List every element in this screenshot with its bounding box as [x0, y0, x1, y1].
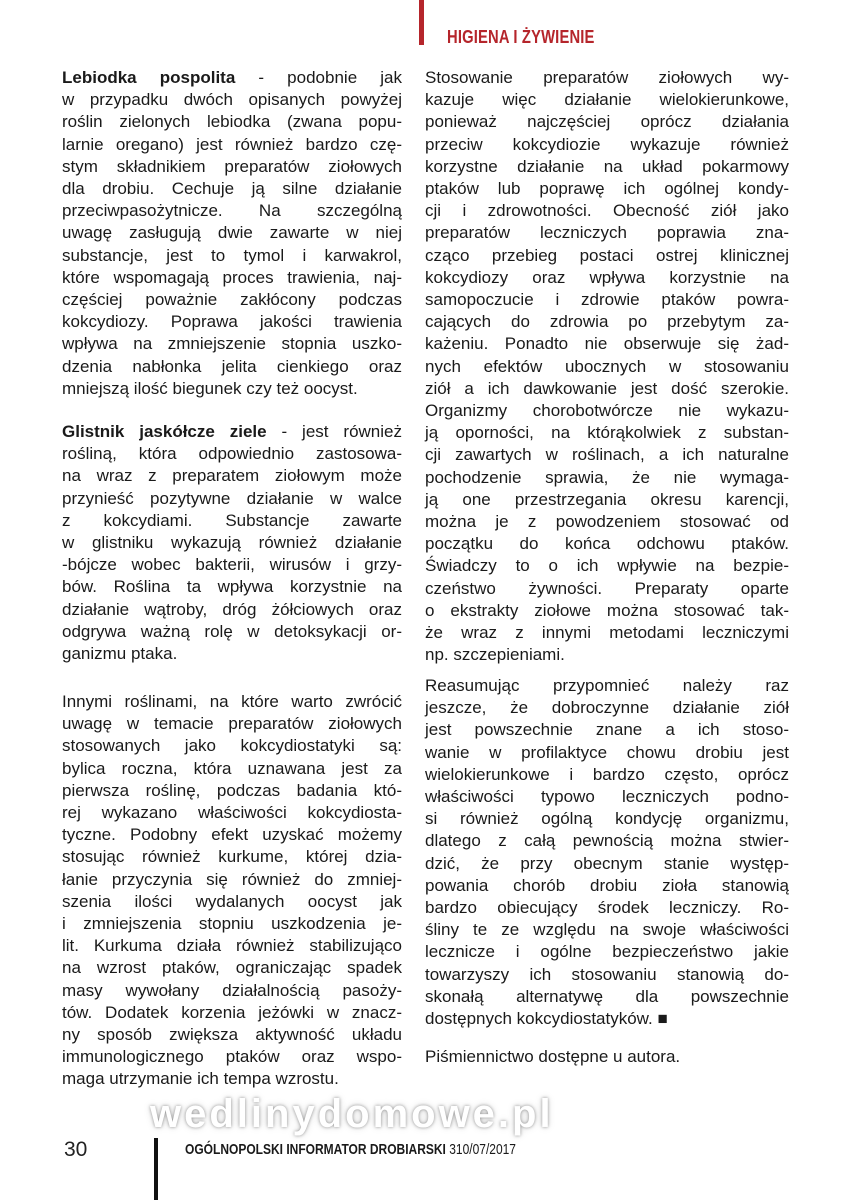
text-line-rest: - podobnie jak	[235, 68, 402, 87]
paragraph-other-plants	[62, 691, 402, 1091]
watermark: wedlinydomowe.pl	[150, 1092, 554, 1136]
text-line: dlatego z całą pewnością można stwier-	[425, 831, 789, 851]
text-line: rej wykazano właściwości kokcydiosta-	[62, 803, 402, 823]
text-line: łanie przyczynia się również do zmniej-	[62, 869, 402, 889]
text-line: uwagę zasługują dwie zawarte w niej	[62, 223, 402, 243]
text-line: powania chorób drobiu zioła stanowią	[425, 875, 789, 895]
text-line: skonałą alternatywę dla powszechnie	[425, 986, 789, 1006]
text-line: ją one przestrzegania okresu karencji,	[425, 489, 789, 509]
text-line: lit. Kurkuma działa również stabilizująco	[62, 936, 402, 956]
paragraph-glistnik	[62, 421, 402, 665]
text-line: w glistniku wykazują również działanie	[62, 533, 402, 553]
paragraph-references	[425, 1046, 789, 1068]
text-line: cji zawartych w roślinach, a ich naturalne	[425, 445, 789, 465]
page-number: 30	[64, 1138, 88, 1161]
text-line: Stosowanie preparatów ziołowych wy-	[425, 68, 789, 87]
text-line: na wzrost ptaków, ograniczając spadek	[62, 958, 402, 978]
text-line: samopoczucie i zdrowie ptaków powra-	[425, 290, 789, 310]
text-line: jeszcze, że dobroczynne działanie ziół	[425, 698, 789, 718]
text-line: bylica roczna, która uznawana jest za	[62, 758, 402, 778]
text-line: substancje, jest to tymol i karwakrol,	[62, 245, 402, 265]
text-line: towarzyszy ich stosowaniu stanowią do-	[425, 964, 789, 984]
text-line: wpływa na zmniejszenie stopnia uszko-	[62, 334, 402, 354]
text-line: rośliną, która odpowiednio zastosowa-	[62, 444, 402, 464]
text-line: częściej poważnie zakłócony podczas	[62, 290, 402, 310]
text-line: działanie wątroby, dróg żółciowych oraz	[62, 599, 402, 619]
text-line: dzić, że przy obecnym stanie występ-	[425, 853, 789, 873]
text-line: Reasumując przypomnieć należy raz	[425, 676, 789, 695]
text-line	[62, 421, 402, 443]
text-line: bów. Roślina ta wpływa korzystnie na	[62, 577, 402, 597]
text-line: każeniu. Ponadto nie obserwuje się żad-	[425, 334, 789, 354]
text-line: ziół a ich dawkowanie jest dość szerokie.	[425, 378, 789, 398]
text-line: kokcydiozy. Poprawa jakości trawienia	[62, 312, 402, 332]
text-line: odgrywa ważną rolę w detoksykacji or-	[62, 621, 402, 641]
text-line: mniejszą ilość biegunek czy też oocyst.	[62, 378, 358, 398]
text-line: z kokcydiami. Substancje zawarte	[62, 510, 402, 530]
text-line: np. szczepieniami.	[425, 645, 565, 665]
text-line: dzenia nabłonka jelita cienkiego oraz	[62, 356, 402, 376]
text-line: śliny te ze względu na swoje właściwości	[425, 920, 789, 940]
publication-name: OGÓLNOPOLSKI INFORMATOR DROBIARSKI	[185, 1141, 446, 1158]
text-line: roślin zielonych lebiodka (zwana popu-	[62, 112, 402, 132]
text-line: korzystne działanie na układ pokarmowy	[425, 156, 789, 176]
text-line: przynieść pozytywne działanie w walce	[62, 488, 402, 508]
text-line: masy wywołany działalnością pasoży-	[62, 980, 402, 1000]
text-line: maga utrzymanie ich tempa wzrostu.	[62, 1069, 339, 1089]
text-line: pochodzenie sprawia, że nie wymaga-	[425, 467, 789, 487]
text-line: ganizmu ptaka.	[62, 644, 178, 664]
text-line: Świadczy to o ich wpływie na bezpie-	[425, 556, 789, 576]
paragraph-lead: Glistnik jaskółcze ziele	[62, 422, 267, 441]
text-line: Organizmy chorobotwórcze nie wykazu-	[425, 401, 789, 421]
text-line: przeciw kokcydiozie wykazuje również	[425, 134, 789, 154]
text-line: cających do zdrowia po przebytym za-	[425, 312, 789, 332]
header-accent-bar	[419, 0, 424, 45]
text-line: tów. Dodatek korzenia jeżówki w znacz-	[62, 1002, 402, 1022]
text-line: o ekstrakty ziołowe można stosować tak-	[425, 600, 789, 620]
paragraph-lebiodka	[62, 67, 402, 400]
text-line: ny sposób zwiększa aktywność układu	[62, 1025, 402, 1045]
text-line: -bójcze wobec bakterii, wirusów i grzy-	[62, 555, 402, 575]
text-line: nych efektów ubocznych w stosowaniu	[425, 356, 789, 376]
text-line: ją oporności, na którąkolwiek z substan-	[425, 423, 789, 443]
text-line: szenia ilości wydalanych oocyst jak	[62, 891, 402, 911]
text-line: dostępnych kokcydiostatyków. ■	[425, 1009, 668, 1029]
text-line: larnie oregano) jest również bardzo czę-	[62, 134, 402, 154]
text-line: początku do końca odchowu ptaków.	[425, 534, 789, 554]
text-line: Innymi roślinami, na które warto zwrócić	[62, 692, 402, 711]
footer-divider	[154, 1138, 158, 1200]
text-line: si również ogólną kondycję organizmu,	[425, 809, 789, 829]
text-line: pierwsza roślinę, podczas badania któ-	[62, 780, 402, 800]
text-line: Piśmiennictwo dostępne u autora.	[425, 1047, 681, 1066]
text-line: w przypadku dwóch opisanych powyżej	[62, 90, 402, 110]
text-line: stym składnikiem preparatów ziołowych	[62, 156, 402, 176]
text-line: cji i zdrowotności. Obecność ziół jako	[425, 201, 789, 221]
text-line: wielokierunkowe i bardzo często, oprócz	[425, 764, 789, 784]
text-line: i zmniejszenia stopniu uszkodzenia je-	[62, 914, 402, 934]
text-line: czeństwo żywności. Preparaty oparte	[425, 578, 789, 598]
text-line: stosując również kurkume, której dzia-	[62, 847, 402, 867]
issue-number: 310/07/2017	[449, 1141, 516, 1158]
text-line: na wraz z preparatem ziołowym może	[62, 466, 402, 486]
text-line: przeciwpasożytnicze. Na szczególną	[62, 201, 402, 221]
text-line: cząco przebieg postaci ostrej klinicznej	[425, 245, 789, 265]
text-line: wanie w profilaktyce chowu drobiu jest	[425, 742, 789, 762]
text-line-rest: - jest również	[266, 422, 402, 441]
section-title: HIGIENA I ŻYWIENIE	[447, 27, 595, 47]
text-line: immunologicznego ptaków oraz wspo-	[62, 1047, 402, 1067]
text-line: można je z powodzeniem stosować od	[425, 512, 789, 532]
text-line: uwagę w temacie preparatów ziołowych	[62, 714, 402, 734]
text-line: dla drobiu. Cechuje ją silne działanie	[62, 179, 402, 199]
text-line: kazuje więc działanie wielokierunkowe,	[425, 90, 789, 110]
text-line: preparatów leczniczych poprawia zna-	[425, 223, 789, 243]
footer-publication	[185, 1141, 516, 1159]
text-line: bardzo obiecujący środek leczniczy. Ro-	[425, 898, 789, 918]
paragraph-lead: Lebiodka pospolita	[62, 68, 236, 87]
text-line: jest powszechnie znane a ich stoso-	[425, 720, 789, 740]
text-line: tyczne. Podobny efekt uzyskać możemy	[62, 825, 402, 845]
text-line: że wraz z innymi metodami leczniczymi	[425, 623, 789, 643]
paragraph-herbal-preparations	[425, 67, 789, 666]
paragraph-summary	[425, 675, 789, 1030]
text-line: ponieważ najczęściej oprócz działania	[425, 112, 789, 132]
text-line: kokcydiozy oraz wpływa korzystnie na	[425, 267, 789, 287]
text-line: właściwości typowo leczniczych podno-	[425, 787, 789, 807]
text-line: ptaków lub poprawę ich ogólnej kondy-	[425, 179, 789, 199]
text-line	[62, 67, 402, 89]
text-line: stosowanych jako kokcydiostatyki są:	[62, 736, 402, 756]
text-line: które wspomagają proces trawienia, naj-	[62, 267, 402, 287]
text-line: lecznicze i ogólne bezpieczeństwo jakie	[425, 942, 789, 962]
